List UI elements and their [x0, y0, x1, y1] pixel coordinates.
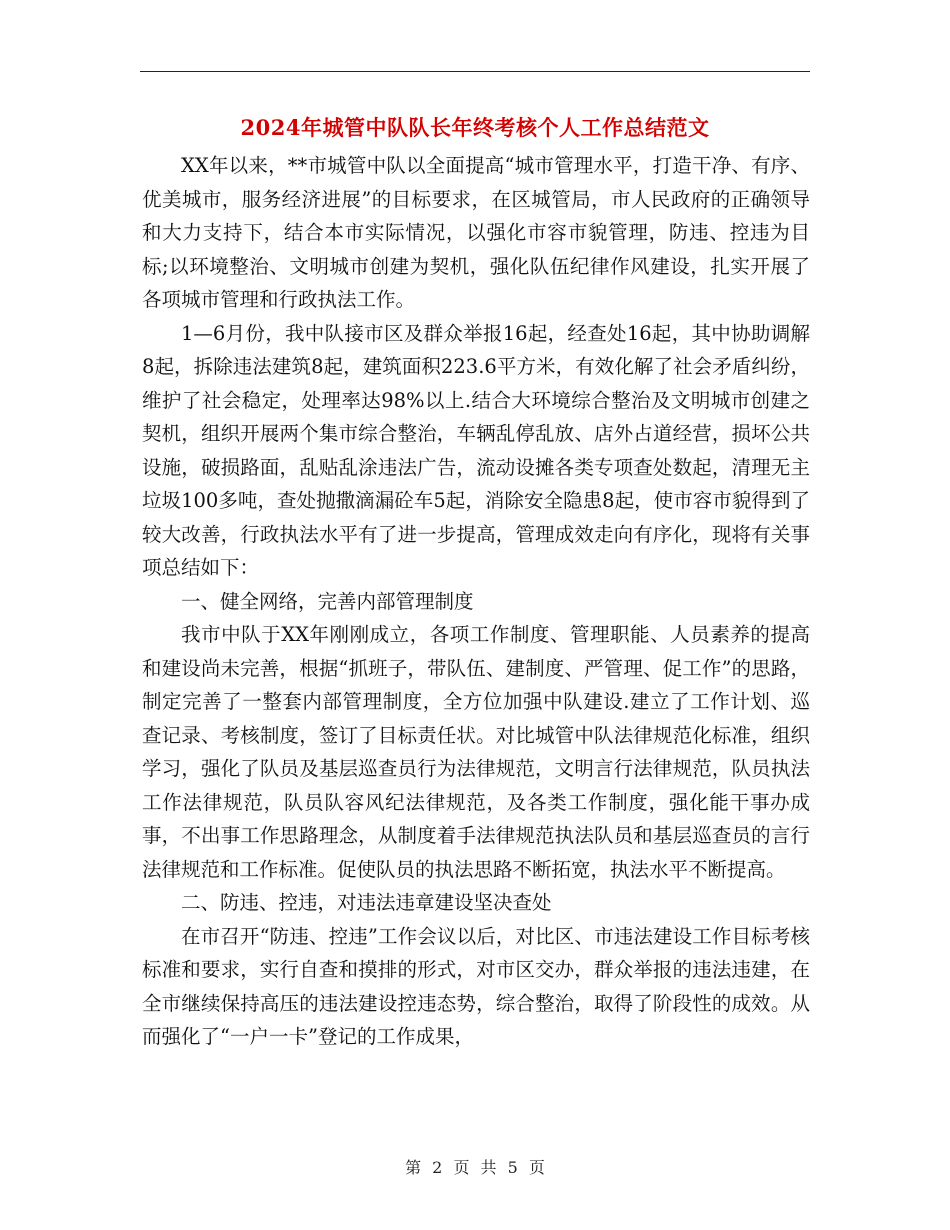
section-heading-2: 二、防违、控违，对违法违章建设坚决查处 [181, 891, 552, 914]
section-1-paragraph: 我市中队于XX年刚刚成立，各项工作制度、管理职能、人员素养的提高和建设尚未完善，根据“抓班子，带队伍、建制度、严管理、促工作”的思路，制定完善了一整套内部管理制度，全方位加强中队建设.建立了工作计划、巡查记录、考核制度，签订了目标责任状。对比城管中队法律规范化标准，组织学习，强化了队员及基层巡查员行为法律规范，文明言行法律规范，队员执法工作法律规范，队员队容风纪法律规范，及各类工作制度，强化能干事办成事，不出事工作思路理念，从制度着手法律规范执法队员和基层巡查员的言行法律规范和工作标准。促使队员的执法思路不断拓宽，执法水平不断提高。 [142, 623, 810, 881]
summary-paragraph: 1—6月份，我中队接市区及群众举报16起，经查处16起，其中协助调解8起，拆除违法建筑8起，建筑面积223.6平方米，有效化解了社会矛盾纠纷，维护了社会稳定，处理率达98%以上.结合大环境综合整治及文明城市创建之契机，组织开展两个集市综合整治，车辆乱停乱放、店外占道经营，损坏公共设施，破损路面，乱贴乱涂违法广告，流动设摊各类专项查处数起，清理无主垃圾100多吨，查处抛撒滴漏砼车5起，消除安全隐患8起，使市容市貌得到了较大改善，行政执法水平有了进一步提高，管理成效走向有序化，现将有关事项总结如下： [142, 321, 810, 579]
intro-paragraph: XX年以来，**市城管中队以全面提高“城市管理水平，打造干净、有序、优美城市，服务经济进展”的目标要求，在区城管局，市人民政府的正确领导和大力支持下，结合本市实际情况，以强化市容市貌管理，防违、控违为目标;以环境整治、文明城市创建为契机，强化队伍纪律作风建设，扎实开展了各项城市管理和行政执法工作。 [142, 154, 810, 311]
document-body [142, 149, 810, 1054]
page-number-footer: 第 2 页 共 5 页 [405, 1158, 545, 1177]
section-heading-1: 一、健全网络，完善内部管理制度 [181, 589, 474, 613]
header-rule [140, 71, 810, 72]
section-2-paragraph: 在市召开“防违、控违”工作会议以后，对比区、市违法建设工作目标考核标准和要求，实行自查和摸排的形式，对市区交办，群众举报的违法违建，在全市继续保持高压的违法建设控违态势，综合整治，取得了阶段性的成效。从而强化了“一户一卡”登记的工作成果， [142, 924, 810, 1048]
document-title: 2024年城管中队队长年终考核个人工作总结范文 [240, 115, 710, 140]
